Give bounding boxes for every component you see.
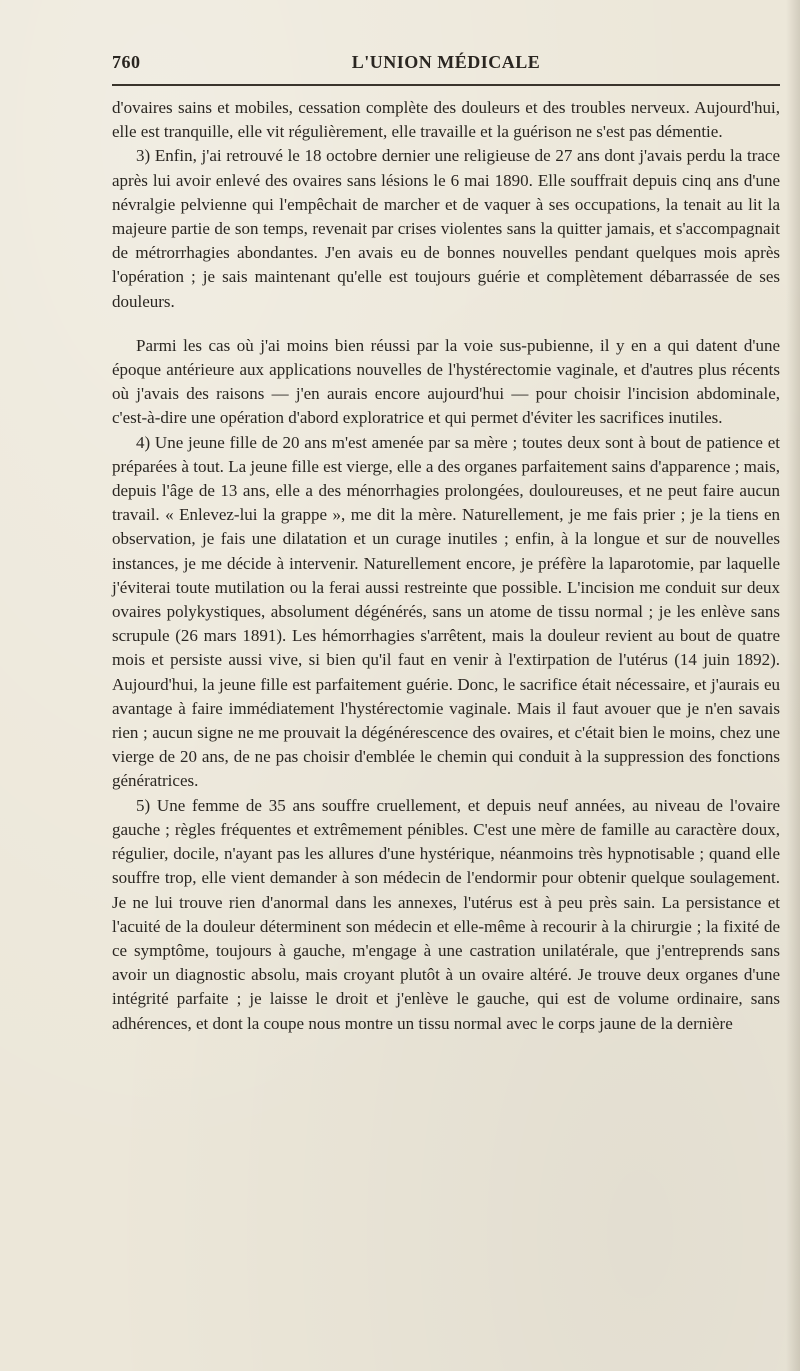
header-rule [112, 84, 780, 86]
paragraph-intro-less-successful: Parmi les cas où j'ai moins bien réussi par la voie sus-pubienne, il y en a qui datent d'une époque antérieure aux applications nouvelles de l'hystérectomie vaginale, et d'autres plus récents où j'avais des raisons — j'en aurais encore aujourd'hui — pour choisir l'incision abdominale, c'est-à-dire une opération d'abord exploratrice et qui permet d'éviter les sacrifices inutiles. [112, 335, 780, 428]
paragraph-case-4: 4) Une jeune fille de 20 ans m'est amenée par sa mère ; toutes deux sont à bout de patience et préparées à tout. La jeune fille est vierge, elle a des organes parfaitement sains d'apparence ; mais, depuis l'âge de 13 ans, elle a des ménorrhagies prolongées, douloureuses, et ne peut faire aucun travail. « Enlevez-lui la grappe », me dit la mère. Naturellement, je me fais prier ; je la tiens en observation, je fais une dilatation et un curage inutiles ; enfin, à la longue et sur de nouvelles instances, je me décide à intervenir. Naturellement encore, je préfère la laparotomie, par laquelle j'éviterai toute mutilation ou la ferai aussi restreinte que possible. L'incision me conduit sur deux ovaires polykystiques, absolument dégénérés, sans un atome de tissu normal ; je les enlève sans scrupule (26 mars 1891). Les hémorrhagies s'arrêtent, mais la douleur revient au bout de quatre mois et persiste aussi vive, si bien qu'il faut en venir à l'extirpation de l'utérus (14 juin 1892). Aujourd'hui, la jeune fille est parfaitement guérie. Donc, le sacrifice était nécessaire, et j'aurais eu avantage à faire immédiatement l'hystérectomie vaginale. Mais il faut avouer que je n'en savais rien ; aucun signe ne me prouvait la dégénérescence des ovaires, et c'était bien le moins, chez une vierge de 20 ans, de ne pas choisir d'emblée le chemin qui conduit à la suppression des fonctions génératrices. [112, 432, 780, 791]
paragraph-case-5: 5) Une femme de 35 ans souffre cruellement, et depuis neuf années, au niveau de l'ovaire gauche ; règles fréquentes et extrêmement pénibles. C'est une mère de famille au caractère doux, régulier, docile, n'ayant pas les allures d'une hystérique, néanmoins très hypnotisable ; quand elle souffre trop, elle vient demander à son médecin de l'endormir pour obtenir quelque soulagement. Je ne lui trouve rien d'anormal dans les annexes, l'utérus est à peu près sain. La persistance et l'acuité de la douleur déterminent son médecin et elle-même à recourir à la chirurgie ; la fixité de ce symptôme, toujours à gauche, m'engage à une castration unilatérale, que j'entreprends sans avoir un diagnostic absolu, mais croyant plutôt à un ovaire altéré. Je trouve deux organes d'une intégrité parfaite ; je laisse le droit et j'enlève le gauche, qui est de volume ordinaire, sans adhérences, et dont la coupe nous montre un tissu normal avec le corps jaune de la dernière [112, 795, 780, 1033]
running-title: L'UNION MÉDICALE [351, 52, 541, 72]
paragraph-case-3: 3) Enfin, j'ai retrouvé le 18 octobre dernier une religieuse de 27 ans dont j'avais perdu la trace après lui avoir enlevé des ovaires sans lésions le 6 mai 1890. Elle souffrait depuis cinq ans d'une névralgie pelvienne qui l'empêchait de marcher et de vaquer à ses occupations, la tenait au lit la majeure partie de son temps, revenait par crises violentes sans la quitter jamais, et s'accompagnait de métrorrhagies abondantes. J'en avais eu de bonnes nouvelles pendant quelques mois après l'opération ; je sais maintenant qu'elle est toujours guérie et complètement débarrassée de ses douleurs. [112, 146, 780, 311]
article-body [112, 96, 780, 1036]
paragraph-continuation: d'ovaires sains et mobiles, cessation complète des douleurs et des troubles nerveux. Aujourd'hui, elle est tranquille, elle vit régulièrement, elle travaille et la guérison ne s'est pas démentie. [112, 98, 780, 142]
page-edge-shadow [786, 0, 800, 1371]
page-header [112, 52, 780, 80]
page-number: 760 [112, 52, 141, 72]
